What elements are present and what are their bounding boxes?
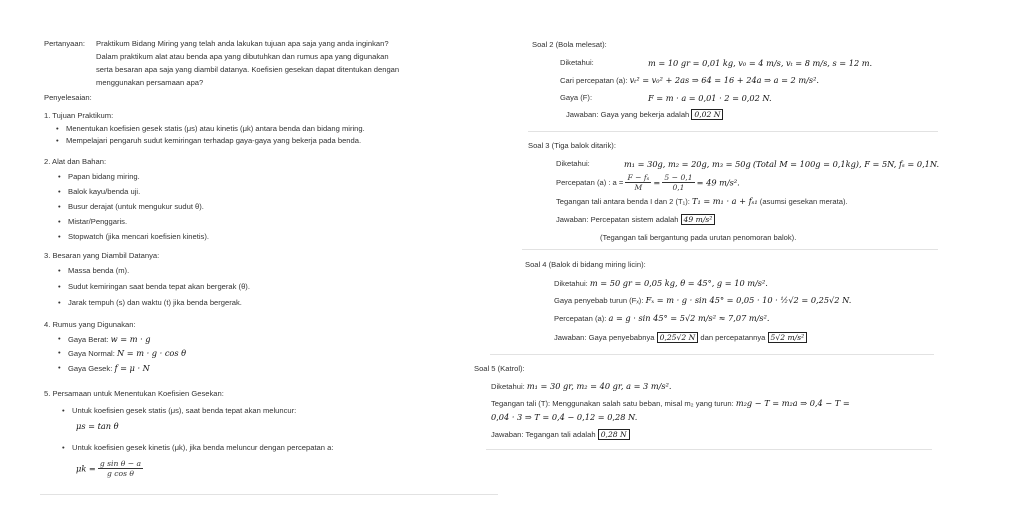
formula: m₂g − T = m₂a ⇒ 0,4 − T = [735,398,850,408]
list-item: • Busur derajat (untuk mengukur sudut θ). [68,202,204,211]
formula: m₁ = 30 gr, m₂ = 40 gr, a = 3 m/s². [526,381,672,391]
list-item: • Mempelajari pengaruh sudut kemiringan terhadap gaya-gaya yang bekerja pada benda. [66,136,361,145]
fraction [625,173,651,192]
section-title: 1. Tujuan Praktikum: [44,111,114,120]
static-formula: μs = tan θ [76,421,119,431]
formula: = 49 m/s². [696,177,740,188]
section-title: Soal 2 (Bola melesat): [532,40,607,49]
label: Diketahui: [560,58,594,67]
answer-connector: dan percepatannya [700,333,766,342]
question-line-2: Dalam praktikum alat atau benda apa yang dibutuhkan dan rumus apa yang digunakan [96,52,389,61]
fraction-denominator: M [634,183,643,192]
text: Tegangan tali (T): Menggunakan salah satu beban, misal m₂ yang turun: [491,399,734,408]
row [554,295,851,305]
formula: m = 50 gr = 0,05 kg, θ = 45°, g = 10 m/s². [589,278,768,288]
divider [40,494,498,495]
kinetic-formula [76,459,143,478]
list-item: • Menentukan koefisien gesek statis (μs) atau kinetis (μk) antara benda dan bidang miring. [66,124,365,133]
answer-label: Jawaban: Gaya yang bekerja adalah [566,110,690,119]
section-title: Soal 4 (Balok di bidang miring licin): [525,260,646,269]
question-line-1: Praktikum Bidang Miring yang telah anda lakukan tujuan apa saja yang anda inginkan? [96,39,389,48]
list-item [68,348,186,358]
note: (asumsi gesekan merata). [759,197,848,206]
list-item: • Sudut kemiringan saat benda tepat akan bergerak (θ). [68,282,250,291]
formula: Fₓ = m · g · sin 45° = 0,05 · 10 · ½√2 = 0,25√2 N. [645,295,852,305]
formula: N = m · g · cos θ [116,348,187,358]
divider [486,449,932,450]
answer-box: 0,02 N [691,109,723,120]
list-item: • Stopwatch (jika mencari koefisien kinetis). [68,232,209,241]
label: Percepatan (a) : a = [556,178,624,187]
formula: m₁ = 30g, m₂ = 20g, m₃ = 50g [624,159,751,169]
row [554,313,770,323]
label: Tegangan tali antara benda I dan 2 (T₁): [556,197,690,206]
row [624,159,939,169]
formula-label: Gaya Normal: [68,349,115,358]
fraction-numerator: g sin θ − a [99,459,142,468]
answer-box: 49 m/s² [681,214,716,225]
answer-box: 5√2 m/s² [768,332,808,343]
answer-row [556,215,715,224]
row [491,398,850,408]
question-line-3: serta besaran apa saja yang diambil datanya. Koefisien gesekan dapat ditentukan dengan [96,65,400,74]
row [554,278,768,288]
note: (Tegangan tali bergantung pada urutan penomoran balok). [600,233,797,242]
formula: (Total M = 100g = 0,1kg), F = 5N, fₛ = 0,1N. [752,159,940,169]
section-title: 5. Persamaan untuk Menentukan Koefisien Gesekan: [44,389,224,398]
formula: f = μ · N [114,363,150,373]
equals: = [653,177,661,188]
section-title: 4. Rumus yang Digunakan: [44,320,136,329]
divider [522,249,938,250]
kinetic-fraction [98,459,143,478]
fraction-numerator: F − fₛ [627,173,650,182]
label: Diketahui: [491,382,525,391]
list-item: • Jarak tempuh (s) dan waktu (t) jika benda bergerak. [68,298,242,307]
formula: T₁ = m₁ · a + fₛ₁ [691,196,758,206]
label: Gaya (F): [560,93,593,102]
label: Gaya penyebab turun (Fₓ): [554,296,644,305]
list-item: • Untuk koefisien gesek kinetis (μk), jika benda meluncur dengan percepatan a: [72,443,333,452]
row [560,75,819,85]
section-title: 3. Besaran yang Diambil Datanya: [44,251,160,260]
list-item: • Papan bidang miring. [68,172,140,181]
list-item [68,334,151,344]
fraction-denominator: 0,1 [672,183,685,192]
formula: w = m · g [110,334,151,344]
divider [528,131,938,132]
row [491,381,671,391]
section-title: Soal 3 (Tiga balok ditarik): [528,141,616,150]
answer-box: 0,25√2 N [657,332,699,343]
answer-label: Jawaban: Tegangan tali adalah [491,430,596,439]
answer-label: Penyelesaian: [44,93,92,102]
answer-label: Jawaban: Gaya penyebabnya [554,333,655,342]
row [556,196,848,206]
row [556,173,740,192]
formula-label: Gaya Berat: [68,335,109,344]
formula: m = 10 gr = 0,01 kg, v₀ = 4 m/s, vₜ = 8 m/s, s = 12 m. [648,58,873,68]
list-item: • Mistar/Penggaris. [68,217,127,226]
list-item: • Massa benda (m). [68,266,129,275]
formula: 0,04 · 3 ⇒ T = 0,4 − 0,12 = 0,28 N. [491,412,638,422]
formula-label: Gaya Gesek: [68,364,113,373]
section-title: Soal 5 (Katrol): [474,364,525,373]
list-item: • Balok kayu/benda uji. [68,187,140,196]
question-line-4: menggunakan persamaan apa? [96,78,204,87]
section-title: 2. Alat dan Bahan: [44,157,107,166]
answer-row [566,110,723,119]
list-item [68,363,150,373]
answer-row [554,333,807,342]
fraction [662,173,694,192]
fraction-denominator: g cos θ [106,469,134,478]
list-item: • Untuk koefisien gesek statis (μs), saat benda tepat akan meluncur: [72,406,296,415]
kinetic-lhs: μk = [76,463,96,474]
label: Diketahui: [556,159,590,168]
label: Percepatan (a): [554,314,607,323]
divider [490,354,934,355]
label: Cari percepatan (a): [560,76,628,85]
label: Diketahui: [554,279,588,288]
question-label: Pertanyaan: [44,39,85,48]
formula: a = g · sin 45° = 5√2 m/s² ≈ 7,07 m/s². [608,313,770,323]
answer-label: Jawaban: Percepatan sistem adalah [556,215,679,224]
formula: vₜ² = v₀² + 2as ⇒ 64 = 16 + 24a ⇒ a = 2 m/s². [629,75,819,85]
formula: F = m · a = 0,01 · 2 = 0,02 N. [648,93,772,103]
answer-box: 0,28 N [598,429,630,440]
fraction-numerator: 5 − 0,1 [664,173,693,182]
answer-row [491,430,630,439]
